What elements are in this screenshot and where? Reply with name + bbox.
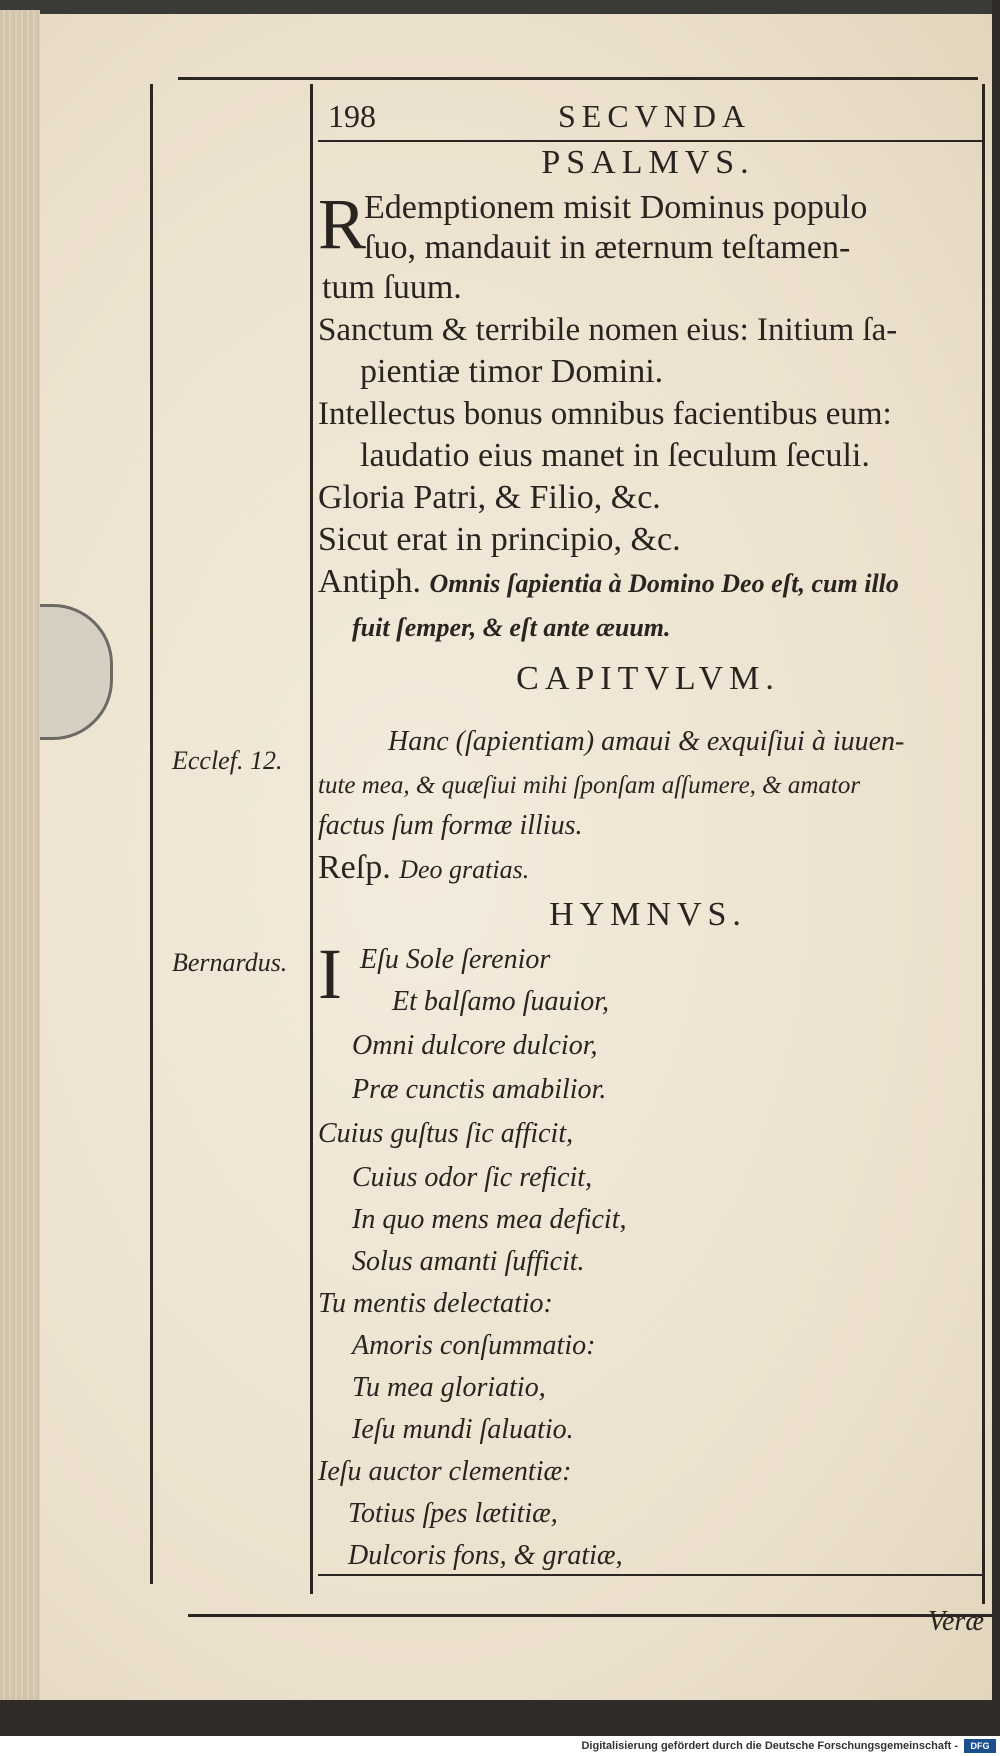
credit-strip: [0, 1736, 1000, 1756]
page-number: 198: [328, 98, 376, 134]
hymn-line: Præ cunctis amabilior.: [352, 1074, 607, 1105]
hymn-line: In quo mens mea deficit,: [352, 1204, 627, 1235]
hymn-line: Solus amanti ſufficit.: [352, 1246, 585, 1277]
catchword: Veræ: [928, 1606, 984, 1637]
hymn-line: Eſu Sole ſerenior: [360, 944, 551, 975]
response-label: Reſp.: [318, 849, 391, 886]
response-line: [318, 848, 529, 890]
hymn-line: Dulcoris fons, & gratiæ,: [348, 1540, 623, 1571]
hymn-line: Amoris conſummatio:: [352, 1330, 596, 1361]
hymn-line: Cuius odor ſic reficit,: [352, 1162, 593, 1193]
antiphon-line: [318, 562, 899, 604]
hymn-drop-cap: I: [318, 934, 342, 1014]
book-page-edges: [0, 10, 40, 1710]
psalm-drop-cap: R: [318, 184, 367, 264]
hymn-margin-reference: Bernardus.: [172, 948, 288, 977]
hymn-line: Tu mea gloriatio,: [352, 1372, 546, 1403]
scanner-right-edge: [992, 0, 1000, 1720]
psalm-heading: PSALMVS.: [541, 144, 755, 181]
frame-right-rule: [982, 84, 985, 1604]
chapter-line: Hanc (ſapientiam) amaui & exquiſiui à iuuen-: [388, 726, 905, 757]
hymn-line: Ieſu auctor clementiæ:: [318, 1456, 572, 1487]
response-text: Deo gratias.: [399, 855, 530, 884]
psalm-line: laudatio eius manet in ſeculum ſeculi.: [360, 437, 870, 474]
dfg-logo: DFG: [964, 1739, 996, 1753]
frame-top-rule: [178, 77, 978, 80]
chapter-line: tute mea, & quæſiui mihi ſponſam aſſumere, & amator: [318, 772, 861, 799]
antiphon-text-continued: fuit ſemper, & eſt ante æuum.: [352, 613, 671, 642]
psalm-line: Gloria Patri, & Filio, &c.: [318, 479, 661, 516]
margin-column-rule: [310, 84, 313, 1594]
psalm-line: Edemptionem misit Dominus populo: [364, 189, 868, 226]
digitization-credit: Digitalisierung gefördert durch die Deutsche Forschungsgemeinschaft -: [581, 1740, 958, 1752]
chapter-margin-reference: Ecclef. 12.: [172, 746, 283, 775]
page-clip: [40, 604, 113, 740]
hymn-line: Cuius guſtus ſic afficit,: [318, 1118, 574, 1149]
hymn-line: Omni dulcore dulcior,: [352, 1030, 598, 1061]
frame-left-rule: [150, 84, 153, 1584]
scanner-bottom-edge: [0, 1700, 1000, 1736]
antiphon-label: Antiph.: [318, 563, 421, 600]
head-rule: [318, 140, 982, 142]
chapter-line: factus ſum formæ illius.: [318, 810, 583, 841]
running-head: [318, 98, 978, 138]
psalm-line: ſuo, mandauit in æternum teſtamen-: [364, 229, 851, 266]
hymn-line: Et balſamo ſuauior,: [392, 986, 610, 1017]
hymn-line: Tu mentis delectatio:: [318, 1288, 553, 1319]
psalm-line: tum ſuum.: [322, 269, 462, 306]
psalm-line: Sanctum & terribile nomen eius: Initium ſa-: [318, 312, 898, 348]
antiphon-text: Omnis ſapientia à Domino Deo eſt, cum illo: [429, 569, 899, 598]
chapter-heading: CAPITVLVM.: [516, 660, 780, 697]
running-title: SECVNDA: [558, 98, 752, 134]
psalm-line: Intellectus bonus omnibus facientibus eum:: [318, 396, 892, 432]
hymn-line: Ieſu mundi ſaluatio.: [352, 1414, 574, 1445]
frame-bottom-rule: [188, 1614, 992, 1617]
psalm-line: Sicut erat in principio, &c.: [318, 521, 681, 558]
hymn-heading: HYMNVS.: [549, 896, 747, 933]
hymn-line: Totius ſpes lætitiæ,: [348, 1498, 558, 1529]
psalm-line: pientiæ timor Domini.: [360, 353, 664, 390]
